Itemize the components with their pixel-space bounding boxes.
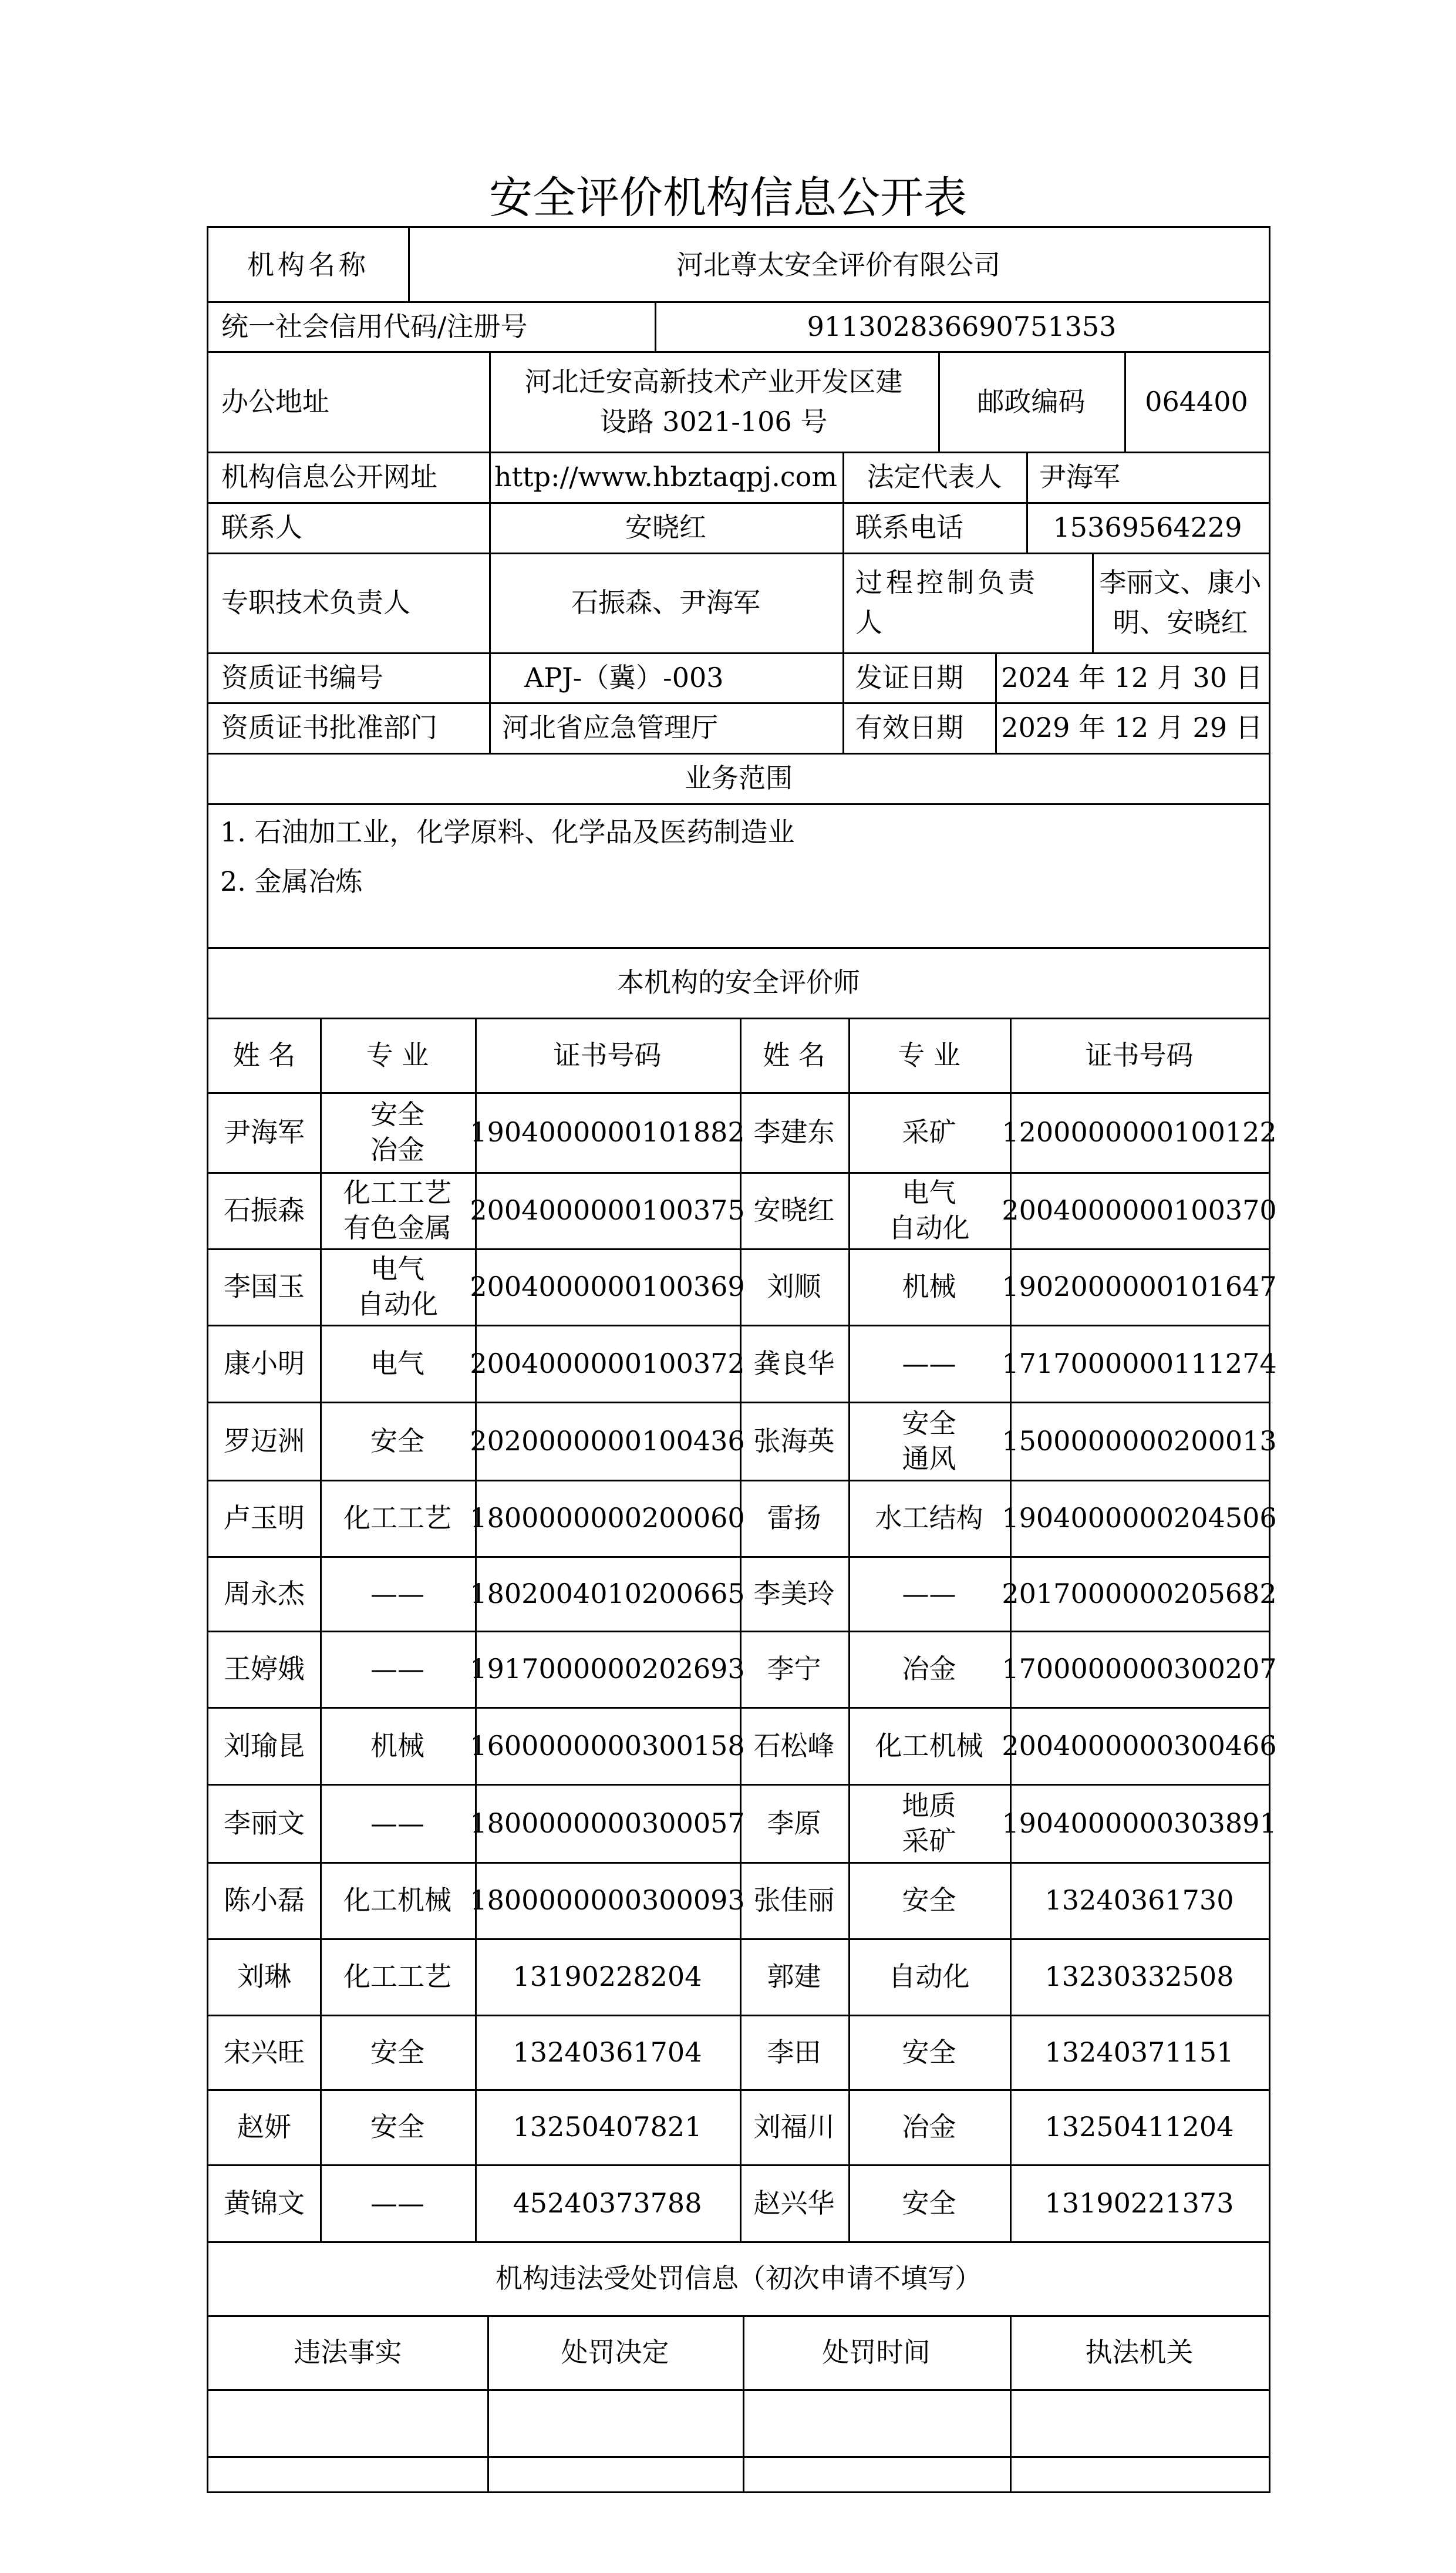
assessor-cert-number: 1800000000200060: [470, 1502, 745, 1534]
assessor-major-line: 安全: [902, 2036, 956, 2068]
assessor-major-line: 冶金: [902, 2111, 956, 2143]
phone-label: 联系电话: [855, 511, 963, 543]
assessor-cert-number: 1800000000300057: [470, 1807, 745, 1839]
assessors-header: 本机构的安全评价师: [617, 966, 860, 998]
assessor-major: [320, 1862, 475, 1938]
assessor-major-line: ——: [902, 1577, 956, 1609]
assessor-name: 赵兴华: [753, 2187, 835, 2219]
assessor-cert-number: 1904000000204506: [1002, 1502, 1277, 1534]
assessor-major: [848, 1784, 1010, 1862]
assessor-major: [848, 1707, 1010, 1784]
postcode-label: 邮政编码: [977, 385, 1086, 417]
scope-item-1: 1. 石油加工业，化学原料、化学品及医药制造业: [220, 816, 795, 848]
penalty-empty-cell[interactable]: [743, 2389, 1010, 2456]
website-link[interactable]: http://www.hbztaqpj.com: [494, 461, 837, 493]
assessor-name: 宋兴旺: [224, 2036, 305, 2068]
assessor-cert-number: 2004000000100372: [470, 1347, 745, 1379]
penalty-column-header: 执法机关: [1085, 2336, 1194, 2368]
assessor-major-line: 水工结构: [875, 1502, 983, 1534]
scope-item-2: 2. 金属冶炼: [220, 865, 363, 897]
assessor-major: [320, 1402, 475, 1480]
assessor-major: [320, 1092, 475, 1172]
assessor-name: 安晓红: [753, 1194, 835, 1226]
assessor-major-line: 有色金属: [343, 1212, 451, 1244]
penalty-empty-cell[interactable]: [1010, 2456, 1269, 2523]
penalty-empty-cell[interactable]: [208, 2389, 487, 2456]
assessor-name: 王婷娥: [224, 1653, 305, 1685]
valid-date-value: 2029 年 12 月 29 日: [1001, 712, 1263, 743]
assessor-major: [848, 1480, 1010, 1556]
assessor-cert-number: 1800000000300093: [470, 1884, 745, 1916]
assessor-name: 赵妍: [237, 2111, 291, 2143]
assessor-major: [320, 1784, 475, 1862]
assessor-major: [320, 1631, 475, 1707]
assessor-cert-number: 1600000000300158: [470, 1729, 745, 1762]
assessor-major-line: 冶金: [902, 1653, 956, 1685]
assessor-name: 石振森: [224, 1194, 305, 1226]
assessor-major-line: 安全: [902, 2187, 956, 2219]
assessor-cert-number: 1904000000101882: [470, 1116, 745, 1148]
penalty-column-header: 违法事实: [294, 2336, 402, 2368]
penalty-empty-cell[interactable]: [743, 2456, 1010, 2523]
assessor-major-line: 化工工艺: [343, 1502, 451, 1534]
assessor-name: 刘顺: [767, 1271, 821, 1302]
assessor-cert-number: 45240373788: [513, 2187, 702, 2219]
assessor-name: 李国玉: [224, 1271, 305, 1302]
org-name-value: 河北尊太安全评价有限公司: [676, 248, 1000, 281]
assessor-cert-number: 2004000000100370: [1002, 1194, 1277, 1226]
assessor-major: [848, 2164, 1010, 2241]
penalty-column-header: 处罚时间: [822, 2336, 931, 2368]
assessor-name: 刘琳: [237, 1961, 291, 1992]
process-lead-label: [842, 553, 1092, 652]
assessor-major-line: ——: [370, 1807, 424, 1839]
assessor-major: [848, 1092, 1010, 1172]
org-name-label: 机构名称: [247, 248, 369, 281]
cert-no-label: 资质证书编号: [221, 661, 383, 693]
assessor-major-line: 化工机械: [343, 1884, 451, 1916]
assessor-major: [320, 2015, 475, 2089]
assessor-major: [848, 2015, 1010, 2089]
postcode-value: 064400: [1145, 385, 1248, 417]
process-lead-line-1: 李丽文、康小: [1099, 567, 1262, 598]
assessor-cert-number: 1717000000111274: [1002, 1347, 1277, 1379]
assessor-major: [848, 1938, 1010, 2015]
assessor-major-line: 化工工艺: [343, 1961, 451, 1992]
assessor-cert-number: 13190228204: [513, 1961, 702, 1992]
assessor-cert-number: 13190221373: [1044, 2187, 1234, 2219]
assessor-major-line: 通风: [902, 1442, 956, 1474]
assessor-cert-number: 13250407821: [513, 2111, 702, 2143]
assessor-major: [320, 1556, 475, 1631]
legal-rep-value: 尹海军: [1039, 461, 1120, 493]
assessor-major-line: 电气: [370, 1347, 424, 1379]
assessor-cert-number: 2004000000100369: [470, 1271, 745, 1302]
cert-no-value: APJ-（冀）-003: [524, 661, 724, 693]
assessor-major: [848, 1172, 1010, 1248]
assessor-cert-number: 1500000000200013: [1002, 1424, 1277, 1457]
assessor-cert-number: 1904000000303891: [1002, 1807, 1277, 1839]
penalty-header: 机构违法受处罚信息（初次申请不填写）: [496, 2262, 982, 2294]
assessor-column-header: 专 业: [898, 1039, 960, 1071]
assessor-name: 康小明: [224, 1347, 305, 1379]
assessor-name: 陈小磊: [224, 1884, 305, 1916]
penalty-empty-cell[interactable]: [1010, 2389, 1269, 2456]
process-lead-line-2: 明、安晓红: [1113, 607, 1248, 638]
penalty-empty-cell[interactable]: [487, 2389, 743, 2456]
assessor-major: [320, 2089, 475, 2164]
assessor-major: [320, 1325, 475, 1402]
assessor-name: 罗迈洲: [224, 1424, 305, 1457]
assessor-major-line: 机械: [370, 1729, 424, 1762]
assessor-name: 尹海军: [224, 1116, 305, 1148]
process-lead-value: [1092, 553, 1269, 652]
assessor-major-line: 自动化: [888, 1212, 970, 1244]
issue-date-value: 2024 年 12 月 30 日: [1001, 661, 1263, 693]
approve-dept-label: 资质证书批准部门: [221, 712, 437, 743]
assessor-column-header: 证书号码: [553, 1039, 662, 1071]
contact-value: 安晓红: [625, 511, 706, 543]
scope-header: 业务范围: [685, 762, 793, 794]
assessor-major: [848, 2089, 1010, 2164]
assessor-major: [320, 1172, 475, 1248]
assessor-major-line: 化工机械: [875, 1729, 983, 1762]
assessor-cert-number: 1200000000100122: [1002, 1116, 1277, 1148]
assessor-name: 卢玉明: [224, 1502, 305, 1534]
website-label: 机构信息公开网址: [221, 461, 437, 493]
address-value: [489, 351, 938, 452]
assessor-column-header: 姓 名: [232, 1039, 296, 1071]
assessor-major: [320, 1480, 475, 1556]
assessor-name: 李美玲: [753, 1577, 835, 1609]
assessor-cert-number: 2020000000100436: [470, 1424, 745, 1457]
credit-code-label: 统一社会信用代码/注册号: [221, 310, 528, 342]
assessor-name: 张佳丽: [753, 1884, 835, 1916]
assessor-name: 刘瑜昆: [224, 1729, 305, 1762]
tech-lead-label: 专职技术负责人: [221, 587, 410, 618]
penalty-column-header: 处罚决定: [561, 2336, 669, 2368]
assessor-major-line: 采矿: [902, 1116, 956, 1148]
assessor-cert-number: 1700000000300207: [1002, 1653, 1277, 1685]
assessor-name: 雷扬: [767, 1502, 821, 1534]
assessor-major-line: 化工工艺: [343, 1177, 451, 1208]
tech-lead-value: 石振森、尹海军: [571, 587, 760, 618]
penalty-empty-cell[interactable]: [487, 2456, 743, 2523]
assessor-major-line: ——: [370, 2187, 424, 2219]
assessor-major-line: 安全: [902, 1884, 956, 1916]
approve-dept-value: 河北省应急管理厅: [502, 712, 718, 743]
process-lead-label-line-2: 人: [855, 607, 882, 638]
assessor-column-header: 证书号码: [1085, 1039, 1194, 1071]
assessor-name: 李建东: [753, 1116, 835, 1148]
assessor-major-line: ——: [902, 1347, 956, 1379]
assessor-major-line: ——: [370, 1577, 424, 1609]
assessor-major: [848, 1631, 1010, 1707]
assessor-major: [320, 2164, 475, 2241]
assessor-major-line: 自动化: [888, 1961, 970, 1992]
assessor-cert-number: 1802004010200665: [470, 1577, 745, 1609]
process-lead-label-line-1: 过程控制负责: [855, 567, 1039, 598]
assessor-column-header: 姓 名: [763, 1039, 825, 1071]
assessor-name: 李丽文: [224, 1807, 305, 1839]
valid-date-label: 有效日期: [855, 712, 963, 743]
assessor-name: 黄锦文: [224, 2187, 305, 2219]
legal-rep-label: 法定代表人: [867, 461, 1002, 493]
assessor-major-line: 冶金: [370, 1134, 424, 1166]
info-form-table: [207, 226, 1277, 2493]
assessor-name: 刘福川: [753, 2111, 835, 2143]
assessor-column-header: 专 业: [366, 1039, 429, 1071]
assessor-major-line: 安全: [902, 1407, 956, 1439]
address-line-1: 河北迁安高新技术产业开发区建: [524, 365, 903, 398]
penalty-empty-cell[interactable]: [208, 2456, 487, 2523]
assessor-cert-number: 2004000000100375: [470, 1194, 745, 1226]
assessor-major: [848, 1248, 1010, 1325]
assessor-name: 张海英: [753, 1424, 835, 1457]
assessor-major: [848, 1862, 1010, 1938]
assessor-name: 龚良华: [753, 1347, 835, 1379]
assessor-cert-number: 13250411204: [1044, 2111, 1234, 2143]
assessor-major-line: 电气: [902, 1177, 956, 1208]
assessor-major-line: 自动化: [357, 1288, 438, 1320]
assessor-cert-number: 1902000000101647: [1002, 1271, 1277, 1302]
assessor-cert-number: 1917000000202693: [470, 1653, 745, 1685]
assessor-major: [320, 1938, 475, 2015]
assessor-cert-number: 2017000000205682: [1002, 1577, 1277, 1609]
assessor-name: 周永杰: [224, 1577, 305, 1609]
assessor-major: [848, 1402, 1010, 1480]
assessor-major: [848, 1556, 1010, 1631]
assessor-major-line: ——: [370, 1653, 424, 1685]
credit-code-value: 911302836690751353: [807, 310, 1117, 342]
assessor-major-line: 采矿: [902, 1824, 956, 1857]
assessor-major: [848, 1325, 1010, 1402]
assessor-cert-number: 13240371151: [1044, 2036, 1234, 2068]
phone-value: 15369564229: [1053, 511, 1242, 543]
address-line-2: 设路 3021-106 号: [599, 405, 828, 437]
address-label: 办公地址: [221, 385, 329, 417]
issue-date-label: 发证日期: [855, 661, 963, 693]
contact-label: 联系人: [221, 511, 302, 543]
page-title: 安全评价机构信息公开表: [489, 173, 967, 223]
assessor-major-line: 地质: [902, 1789, 956, 1821]
assessor-major: [320, 1248, 475, 1325]
assessor-major-line: 安全: [370, 1424, 424, 1457]
assessor-cert-number: 13240361730: [1044, 1884, 1234, 1916]
assessor-cert-number: 13240361704: [513, 2036, 702, 2068]
assessor-major-line: 电气: [370, 1253, 424, 1285]
assessor-name: 石松峰: [753, 1729, 835, 1762]
assessor-major-line: 安全: [370, 1099, 424, 1130]
assessor-major: [320, 1707, 475, 1784]
assessor-cert-number: 13230332508: [1044, 1961, 1234, 1992]
assessor-name: 李宁: [767, 1653, 821, 1685]
assessor-name: 李原: [767, 1807, 821, 1839]
assessor-name: 郭建: [767, 1961, 821, 1992]
assessor-major-line: 安全: [370, 2036, 424, 2068]
assessor-major-line: 安全: [370, 2111, 424, 2143]
assessor-cert-number: 2004000000300466: [1002, 1729, 1277, 1762]
assessor-name: 李田: [767, 2036, 821, 2068]
assessor-major-line: 机械: [902, 1271, 956, 1302]
